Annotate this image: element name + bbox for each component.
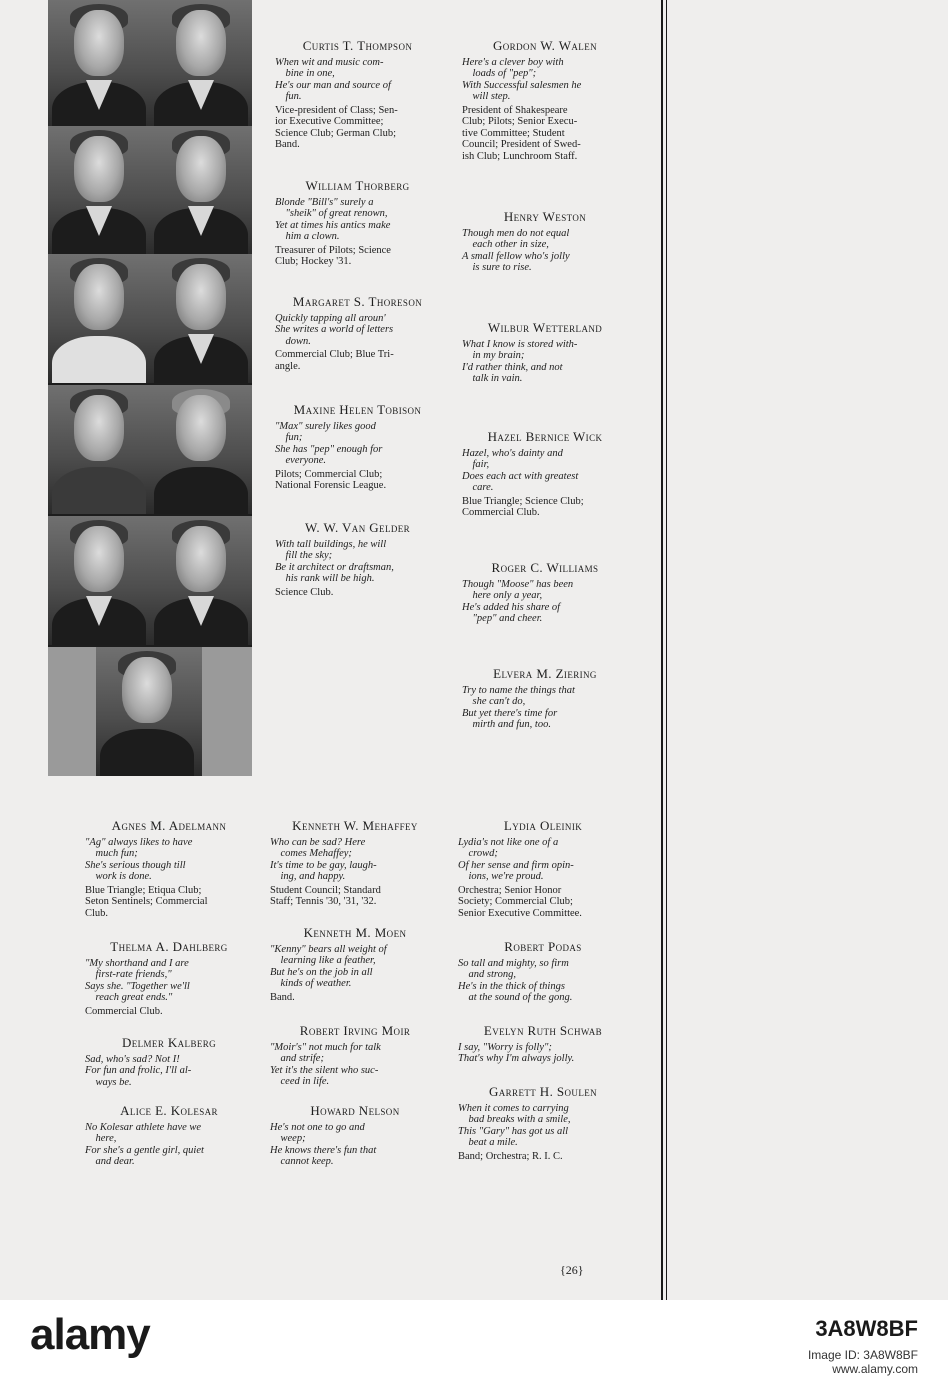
student-name: Robert Irving Moir — [299, 1023, 411, 1038]
page-number: {26} — [560, 1263, 584, 1277]
student-name: Wilbur Wetterland — [487, 320, 603, 335]
student-activities: Blue Triangle; Science Club; Commercial Club. — [462, 495, 584, 518]
student-verse: "Kenny" bears all weight of learning like a feather, But he's on the job in all kinds of weather. — [270, 943, 387, 989]
student-activities: Band. — [270, 991, 295, 1003]
student-name: Alice E. Kolesar — [120, 1103, 218, 1118]
student-name: W. W. Van Gelder — [304, 520, 411, 535]
binding-rule — [666, 0, 667, 1300]
student-verse: Try to name the things that she can't do, But yet there's time for mirth and fun, too. — [462, 684, 575, 730]
student-verse: With tall buildings, he will fill the sky; Be it architect or draftsman, his rank will be high. — [275, 538, 394, 584]
portrait-photo — [48, 254, 150, 383]
student-entry — [458, 1025, 628, 1067]
binding-rule — [661, 0, 663, 1300]
student-entry — [275, 522, 440, 598]
student-activities: Band; Orchestra; R. I. C. — [458, 1150, 563, 1162]
portrait-photo — [150, 385, 252, 514]
student-entry — [275, 404, 440, 492]
student-entry — [462, 211, 628, 276]
student-entry — [85, 941, 253, 1017]
student-entry — [462, 322, 628, 387]
portrait-photo — [48, 385, 150, 514]
image-id-label: Image ID: 3A8W8BF — [807, 1348, 918, 1362]
student-verse: Quickly tapping all aroun' She writes a world of letters down. — [275, 312, 394, 347]
student-name: Robert Podas — [504, 939, 582, 954]
portrait-photo — [150, 0, 252, 129]
portrait-photo — [150, 126, 252, 255]
student-name: Gordon W. Walen — [492, 38, 597, 53]
alamy-url: www.alamy.com — [832, 1362, 918, 1376]
student-name: Agnes M. Adelmann — [111, 818, 227, 833]
student-entry — [270, 820, 440, 908]
student-name: Henry Weston — [503, 209, 587, 224]
student-name: Elvera M. Ziering — [493, 666, 597, 681]
image-id-block — [808, 1316, 918, 1376]
student-activities: Student Council; Standard Staff; Tennis '30, '31, '32. — [270, 884, 381, 907]
student-name: Howard Nelson — [310, 1103, 400, 1118]
student-activities: Pilots; Commercial Club; National Forensic League. — [275, 468, 387, 491]
student-verse: He's not one to go and weep; He knows there's fun that cannot keep. — [270, 1121, 377, 1167]
alamy-logo: alamy — [30, 1310, 150, 1359]
portrait-photo — [48, 126, 150, 255]
student-name: Garrett H. Soulen — [488, 1084, 598, 1099]
student-entry — [462, 431, 628, 519]
student-verse: "Max" surely likes good fun; She has "pep" enough for everyone. — [275, 420, 383, 466]
student-entry — [85, 1105, 253, 1170]
student-verse: "Ag" always likes to have much fun; She's serious though till work is done. — [85, 836, 193, 882]
student-verse: Blonde "Bill's" surely a "sheik" of great renown, Yet at times his antics make him a clown. — [275, 196, 391, 242]
student-name: Maxine Helen Tobison — [293, 402, 422, 417]
student-name: Lydia Oleinik — [503, 818, 583, 833]
student-verse: Who can be sad? Here comes Mehaffey; It's time to be gay, laugh- ing, and happy. — [270, 836, 377, 882]
student-activities: Blue Triangle; Etiqua Club; Seton Sentinels; Commercial Club. — [85, 884, 208, 919]
student-activities: Science Club. — [275, 586, 334, 598]
portrait-photo — [48, 0, 150, 129]
student-verse: When it comes to carrying bad breaks with a smile, This "Gary" has got us all beat a mile. — [458, 1102, 571, 1148]
student-name: Delmer Kalberg — [121, 1035, 217, 1050]
student-verse: Though men do not equal each other in size, A small fellow who's jolly is sure to rise. — [462, 227, 570, 273]
student-entry — [275, 180, 440, 268]
image-id-code: 3A8W8BF — [815, 1316, 918, 1341]
student-entry — [462, 562, 628, 627]
student-name: Roger C. Williams — [491, 560, 599, 575]
student-activities: President of Shakespeare Club; Pilots; Senior Execu- tive Committee; Student Council; President of Swed- ish Club; Lunchroom Staff. — [462, 104, 581, 162]
portrait-photo — [96, 647, 202, 776]
portrait-photo — [202, 647, 252, 776]
student-activities: Orchestra; Senior Honor Society; Commercial Club; Senior Executive Committee. — [458, 884, 582, 919]
student-activities: Treasurer of Pilots; Science Club; Hockey '31. — [275, 244, 391, 267]
student-name: Thelma A. Dahlberg — [110, 939, 228, 954]
student-verse: What I know is stored with- in my brain; I'd rather think, and not talk in vain. — [462, 338, 578, 384]
student-verse: Lydia's not like one of a crowd; Of her sense and firm opin- ions, we're proud. — [458, 836, 574, 882]
student-entry — [270, 927, 440, 1003]
student-verse: I say, "Worry is folly"; That's why I'm always jolly. — [458, 1041, 575, 1064]
student-activities: Commercial Club; Blue Tri- angle. — [275, 349, 394, 372]
student-verse: When wit and music com- bine in one, He's our man and source of fun. — [275, 56, 391, 102]
student-entry — [270, 1105, 440, 1170]
student-name: Kenneth M. Moen — [303, 925, 407, 940]
student-entry — [275, 296, 440, 372]
student-name: Margaret S. Thoreson — [292, 294, 423, 309]
student-name: Curtis T. Thompson — [302, 38, 413, 53]
photo-strip — [48, 0, 252, 775]
student-entry — [462, 668, 628, 733]
student-activities: Commercial Club. — [85, 1005, 163, 1017]
portrait-photo — [150, 254, 252, 383]
student-name: Evelyn Ruth Schwab — [483, 1023, 603, 1038]
portrait-photo — [48, 516, 150, 645]
student-verse: Though "Moose" has been here only a year, He's added his share of "pep" and cheer. — [462, 578, 574, 624]
student-name: Hazel Bernice Wick — [487, 429, 603, 444]
student-entry — [85, 1037, 253, 1090]
student-entry — [458, 1086, 628, 1162]
student-verse: "My shorthand and I are first-rate friends," Says she. "Together we'll reach great ends." — [85, 957, 190, 1003]
student-entry — [458, 820, 628, 919]
student-entry — [275, 40, 440, 151]
student-entry — [458, 941, 628, 1006]
student-entry — [85, 820, 253, 919]
student-activities: Vice-president of Class; Sen- ior Executive Committee; Science Club; German Club; Band. — [275, 104, 398, 150]
student-verse: Sad, who's sad? Not I! For fun and frolic, I'll al- ways be. — [85, 1053, 192, 1088]
student-entry — [270, 1025, 440, 1090]
student-verse: "Moir's" not much for talk and strife; Yet it's the silent who suc- ceed in life. — [270, 1041, 381, 1087]
student-verse: Hazel, who's dainty and fair, Does each act with greatest care. — [462, 447, 579, 493]
student-name: Kenneth W. Mehaffey — [292, 818, 418, 833]
portrait-photo — [150, 516, 252, 645]
student-verse: No Kolesar athlete have we here, For she's a gentle girl, quiet and dear. — [85, 1121, 204, 1167]
student-verse: So tall and mighty, so firm and strong, He's in the thick of things at the sound of the gong. — [458, 957, 573, 1003]
student-verse: Here's a clever boy with loads of "pep"; With Successful salesmen he will step. — [462, 56, 582, 102]
student-name: William Thorberg — [305, 178, 410, 193]
student-entry — [462, 40, 628, 162]
